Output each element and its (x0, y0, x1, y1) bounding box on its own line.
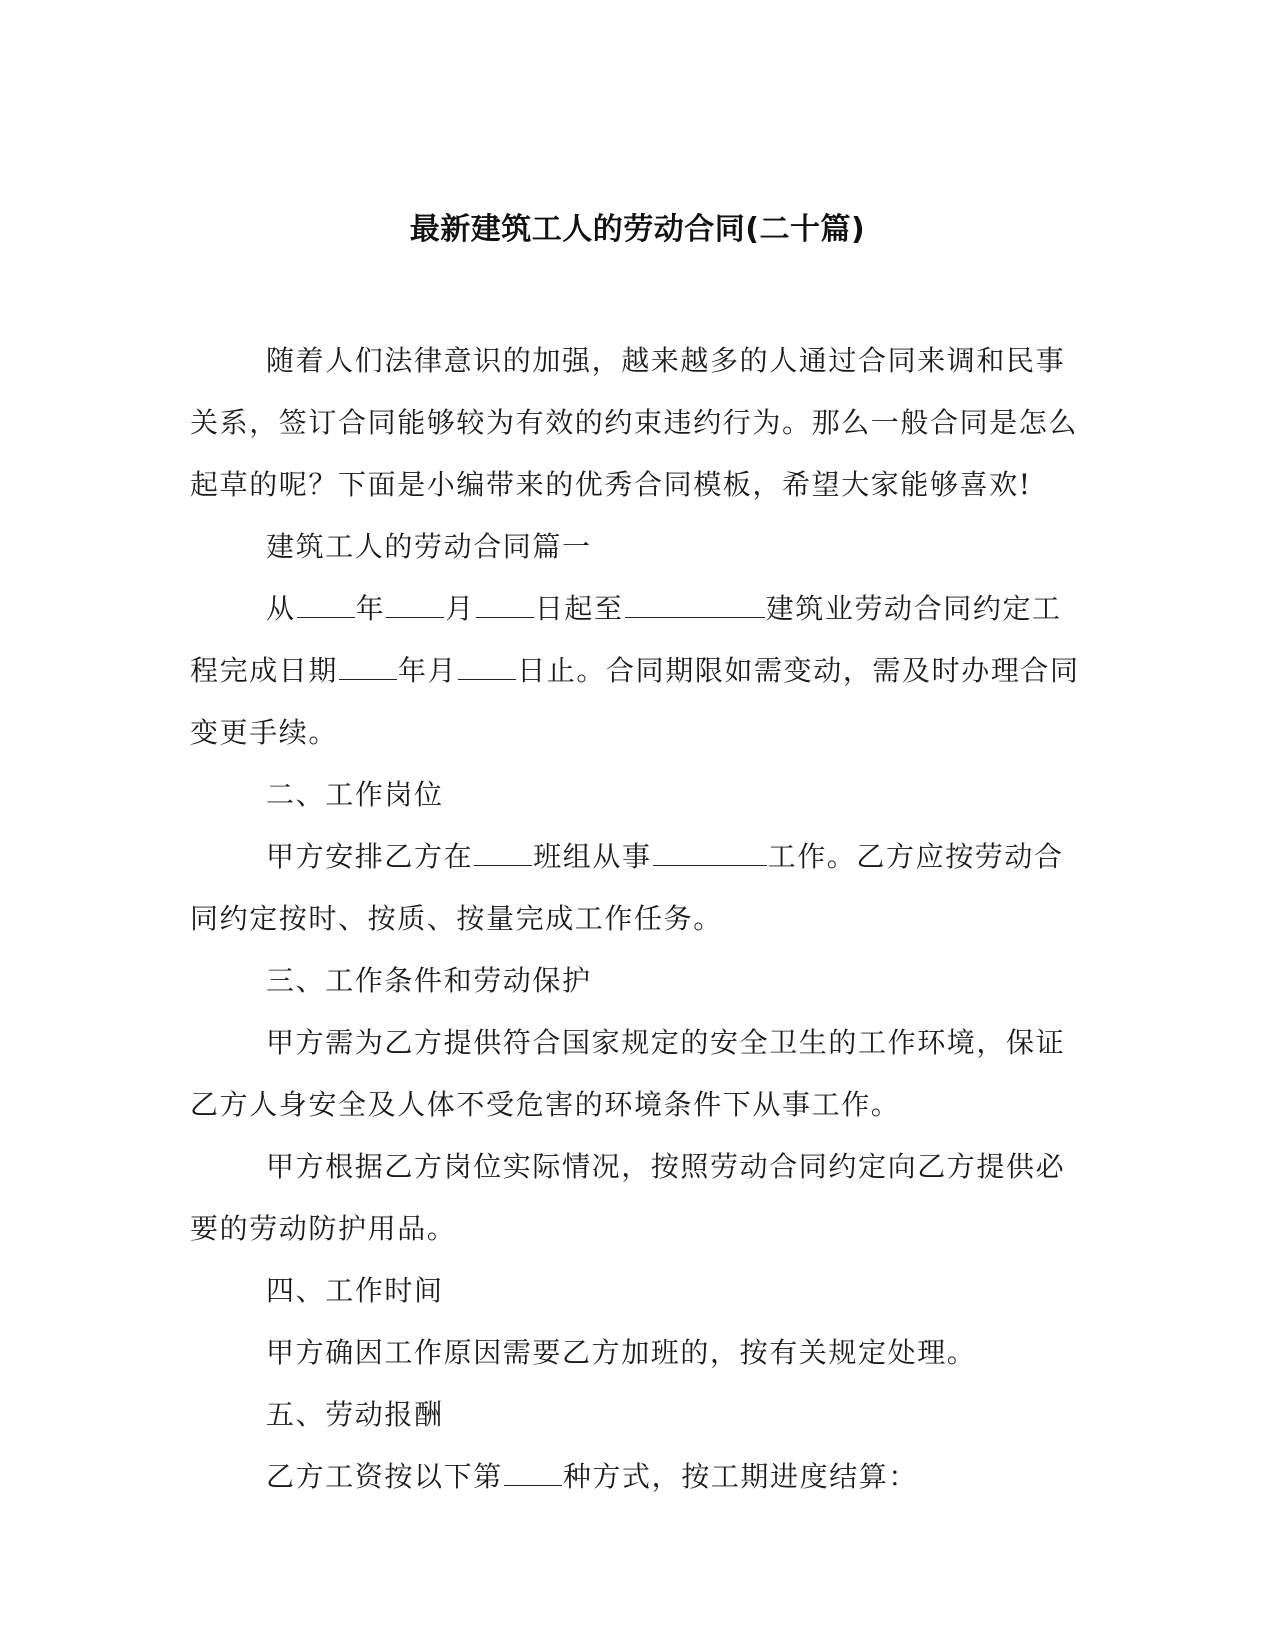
term-text-3: 月 (445, 592, 475, 625)
conditions-paragraph: 甲方需为乙方提供符合国家规定的安全卫生的工作环境，保证乙方人身安全及人体不受危害的环境条件下从事工作。 (190, 1026, 1066, 1121)
contract-term-paragraph (190, 578, 1085, 764)
term-text-5: 建筑业劳动合同约定工程完成日期 (190, 592, 1062, 687)
section-heading: 建筑工人的劳动合同篇一 (266, 530, 592, 563)
term-text-2: 年 (355, 592, 386, 625)
blank-line (653, 843, 767, 866)
clause-heading-5: 五、劳动报酬 (266, 1398, 444, 1431)
blank-line (297, 595, 355, 618)
pay-text-2: 种方式，按工期进度结算： (562, 1460, 919, 1493)
clause-heading-2: 二、工作岗位 (266, 778, 444, 811)
post-paragraph (190, 826, 1085, 950)
blank-line (625, 595, 765, 618)
intro-paragraph: 随着人们法律意识的加强，越来越多的人通过合同来调和民事关系，签订合同能够较为有效的约束违约行为。那么一般合同是怎么起草的呢？下面是小编带来的优秀合同模板，希望大家能够喜欢! (190, 344, 1079, 501)
document-body (190, 330, 1085, 1508)
post-text-1: 甲方安排乙方在 (266, 840, 474, 873)
protection-paragraph: 甲方根据乙方岗位实际情况，按照劳动合同约定向乙方提供必要的劳动防护用品。 (190, 1150, 1066, 1245)
blank-line (458, 657, 516, 680)
clause-heading-4: 四、工作时间 (266, 1274, 444, 1307)
blank-line (474, 843, 532, 866)
term-text-4: 日起至 (534, 592, 624, 625)
term-text-6: 年月 (398, 654, 458, 687)
term-text-1: 从 (266, 592, 296, 625)
post-text-3: 工作。乙方应按劳动合同约定按时、按质、按量完成工作任务。 (190, 840, 1064, 935)
blank-line (386, 595, 444, 618)
post-text-2: 班组从事 (533, 840, 652, 873)
pay-paragraph (190, 1446, 1085, 1508)
blank-line (339, 657, 397, 680)
term-text-7: 日止。合同期限如需变动，需及时办理合同变更手续。 (190, 654, 1080, 749)
blank-line (504, 1463, 562, 1486)
overtime-paragraph: 甲方确因工作原因需要乙方加班的，按有关规定处理。 (266, 1336, 977, 1369)
blank-line (476, 595, 534, 618)
clause-heading-3: 三、工作条件和劳动保护 (266, 964, 592, 997)
document-title: 最新建筑工人的劳动合同(二十篇) (409, 212, 866, 247)
pay-text-1: 乙方工资按以下第 (266, 1460, 503, 1493)
